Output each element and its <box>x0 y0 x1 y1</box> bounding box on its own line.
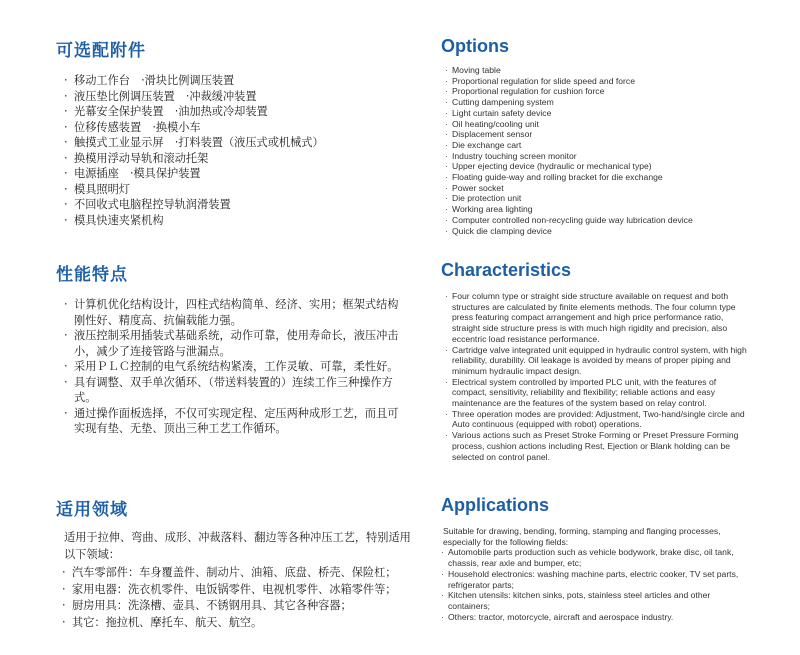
list-item: · Power socket <box>445 183 771 194</box>
options-zh-title: 可选配附件 <box>56 41 146 61</box>
applications-en-intro: Suitable for drawing, bending, forming, stamping and flanging processes, especially for the following fields: <box>443 526 721 547</box>
list-item: · 模具照明灯 <box>64 182 428 198</box>
list-item: · 其它：拖拉机、摩托车、航天、航空。 <box>62 615 428 632</box>
list-item: · Oil heating/cooling unit <box>445 119 771 130</box>
list-item: · Automobile parts production such as vehicle bodywork, brake disc, oil tank, chassis, rear axle and bumper, etc; <box>441 547 741 568</box>
characteristics-zh-title: 性能特点 <box>56 265 128 285</box>
options-zh-list <box>64 73 428 228</box>
list-item: · Light curtain safety device <box>445 108 771 119</box>
list-item: · Computer controlled non-recycling guide way lubrication device <box>445 215 771 226</box>
list-item: · Industry touching screen monitor <box>445 151 771 162</box>
applications-en-list <box>441 547 741 622</box>
list-item: · 触摸式工业显示屏 ·打料装置（液压式或机械式） <box>64 135 428 151</box>
list-item: · Others: tractor, motorcycle, aircraft and aerospace industry. <box>441 612 741 623</box>
list-item: · Working area lighting <box>445 204 771 215</box>
list-item: · 移动工作台 ·滑块比例调压装置 <box>64 73 428 89</box>
list-item: · 具有调整、双手单次循环、（带送料装置的）连续工作三种操作方式。 <box>64 375 404 406</box>
list-item: · Upper ejecting device (hydraulic or mechanical type) <box>445 161 771 172</box>
applications-zh-section <box>56 495 428 631</box>
list-item: · Kitchen utensils: kitchen sinks, pots, stainless steel articles and other containers; <box>441 590 741 611</box>
list-item: · 液压控制采用插装式基础系统，动作可靠，使用寿命长，液压冲击小，减少了连接管路与泄漏点。 <box>64 328 404 359</box>
characteristics-en-title: Characteristics <box>441 260 572 280</box>
list-item: · 位移传感装置 ·换模小车 <box>64 120 428 136</box>
list-item: · Die exchange cart <box>445 140 771 151</box>
characteristics-en-section <box>441 260 771 462</box>
list-item: · 厨房用具：洗涤槽、壶具、不锈钢用具、其它各种容器； <box>62 598 428 615</box>
options-en-list <box>445 65 771 236</box>
applications-zh-intro: 适用于拉伸、弯曲、成形、冲裁落料、翻边等各种冲压工艺，特别适用以下领域： <box>64 531 411 561</box>
applications-zh-list <box>62 565 428 631</box>
list-item: · Cutting dampening system <box>445 97 771 108</box>
list-item: · 采用ＰＬＣ控制的电气系统结构紧凑，工作灵敏、可靠，柔性好。 <box>64 359 404 375</box>
list-item: · Die protection unit <box>445 193 771 204</box>
list-item: · 换模用浮动导轨和滚动托架 <box>64 151 428 167</box>
list-item: · 液压垫比例调压装置 ·冲裁缓冲装置 <box>64 89 428 105</box>
options-en-title: Options <box>441 36 509 56</box>
list-item: · 电源插座 ·模具保护装置 <box>64 166 428 182</box>
list-item: · Cartridge valve integrated unit equipped in hydraulic control system, with high reliability, durability. Oil leakage is avoided by means of proper piping and minimum hydraulic impact design. <box>445 345 749 377</box>
list-item: · 模具快速夹紧机构 <box>64 213 428 229</box>
characteristics-zh-section <box>56 260 428 437</box>
applications-en-title: Applications <box>441 495 550 515</box>
list-item: · 不回收式电脑程控导轨润滑装置 <box>64 197 428 213</box>
list-item: · Quick die clamping device <box>445 226 771 237</box>
list-item: · 家用电器：洗衣机零件、电饭锅零件、电视机零件、冰箱零件等； <box>62 582 428 599</box>
list-item: · Electrical system controlled by imported PLC unit, with the features of compact, sensitivity, reliability and flexibility; reliable actions and easy maintenance are the features of the system based on relay control. <box>445 377 749 409</box>
list-item: · 汽车零部件：车身覆盖件、制动片、油箱、底盘、桥壳、保险杠； <box>62 565 428 582</box>
options-en-section <box>441 36 771 236</box>
characteristics-zh-list <box>64 297 404 437</box>
list-item: · Proportional regulation for slide speed and force <box>445 76 771 87</box>
list-item: · Floating guide-way and rolling bracket for die exchange <box>445 172 771 183</box>
list-item: · 通过操作面板选择，不仅可实现定程、定压两种成形工艺，而且可实现有垫、无垫、顶出三种工艺工作循环。 <box>64 406 404 437</box>
applications-zh-title: 适用领域 <box>56 500 128 520</box>
list-item: · 计算机优化结构设计，四柱式结构简单、经济、实用；框架式结构刚性好、精度高、抗偏载能力强。 <box>64 297 404 328</box>
list-item: · Various actions such as Preset Stroke Forming or Preset Pressure Forming process, cushion actions including Rest, Ejection or Blank holding can be selected on control panel. <box>445 430 749 462</box>
list-item: · Displacement sensor <box>445 129 771 140</box>
options-zh-section <box>56 36 428 228</box>
list-item: · Three operation modes are provided: Adjustment, Two-hand/single circle and Auto continuous (equipped with robot) operations. <box>445 409 749 430</box>
list-item: · Moving table <box>445 65 771 76</box>
list-item: · Household electronics: washing machine parts, electric cooker, TV set parts, refrigerator parts; <box>441 569 741 590</box>
list-item: · 光幕安全保护装置 ·油加热或冷却装置 <box>64 104 428 120</box>
list-item: · Proportional regulation for cushion force <box>445 86 771 97</box>
applications-en-section <box>441 495 771 622</box>
list-item: · Four column type or straight side structure available on request and both structures are calculated by finite elements methods. The four column type press featuring compact arrangement and high price performance ratio, straight side structure press is with much high rigidity and precision, also eccentric load resistance performance. <box>445 291 749 345</box>
characteristics-en-list <box>445 291 749 462</box>
